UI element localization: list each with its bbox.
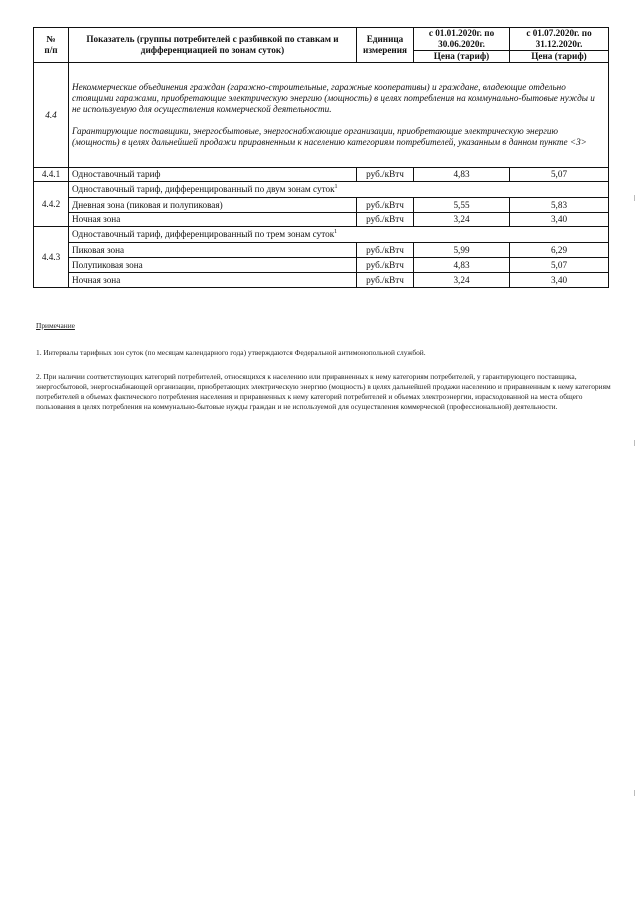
header-unit: Единица измерения — [357, 28, 414, 63]
row-unit: руб./кВтч — [357, 168, 414, 182]
row-num: 4.4.1 — [34, 168, 69, 182]
footnote-mark: 1 — [334, 183, 338, 190]
row-value-1: 5,99 — [414, 243, 510, 258]
row-title-text: Одноставочный тариф, дифференцированный по двум зонам суток — [72, 184, 335, 194]
row-unit: руб./кВтч — [357, 213, 414, 227]
group-description-2: Гарантирующие поставщики, энергосбытовые, энергоснабжающие организации, приобретающие электрическую энергию (мощность) в целях дальнейшей продажи приравненным к населению категориям потребителей, указанным в данном пункте <3> — [72, 126, 587, 147]
notes-section — [36, 321, 611, 426]
row-label: Ночная зона — [69, 273, 357, 288]
row-label: Одноставочный тариф — [69, 168, 357, 182]
group-description-1: Некоммерческие объединения граждан (гаражно-строительные, гаражные кооперативы) и граждане, владеющие отдельно стоящими гаражами, приобретающие электрическую энергию (мощность) в целях потребления на коммунально-бытовые нужды и не используемую для осуществления коммерческой деятельности. — [72, 82, 595, 114]
row-unit: руб./кВтч — [357, 258, 414, 273]
row-unit: руб./кВтч — [357, 273, 414, 288]
row-unit: руб./кВтч — [357, 243, 414, 258]
group-num: 4.4 — [34, 63, 69, 168]
note-1: 1. Интервалы тарифных зон суток (по месяцам календарного года) утверждаются Федеральной антимонопольной службой. — [36, 348, 426, 357]
footnote-mark: 1 — [334, 228, 338, 235]
table-row-442-day — [34, 198, 609, 213]
row-value-2: 3,40 — [510, 213, 609, 227]
row-unit: руб./кВтч — [357, 198, 414, 213]
note-2: 2. При наличии соответствующих категорий потребителей, относящихся к населению или приравненных к нему категориям потребителей, у гарантирующего поставщика, энергосбытовой, энергоснабжающей организации, приобретающих электрическую энергию (мощность) в целях дальнейшей продажи населению и приравненным к нему категориям потребителей в объемах фактического потребления населения и приравненных к нему категорий потребителей и объемах электроэнергии, израсходованной на места общего пользования в целях потребления на коммунально-бытовые нужды граждан и не используемой для осуществления коммерческой (профессиональной) деятельности. — [36, 372, 611, 411]
header-num: № п/п — [34, 28, 69, 63]
row-value-1: 3,24 — [414, 213, 510, 227]
row-title — [69, 227, 609, 243]
table-row-443-peak — [34, 243, 609, 258]
row-value-2: 5,07 — [510, 258, 609, 273]
table-row-443-title — [34, 227, 609, 243]
row-value-2: 5,07 — [510, 168, 609, 182]
row-value-1: 3,24 — [414, 273, 510, 288]
table-row-443-night — [34, 273, 609, 288]
notes-title: Примечание — [36, 321, 75, 330]
table-row-443-half — [34, 258, 609, 273]
header-row — [34, 28, 609, 51]
header-indicator: Показатель (группы потребителей с разбивкой по ставкам и дифференциацией по зонам суток) — [69, 28, 357, 63]
row-value-2: 3,40 — [510, 273, 609, 288]
tariff-table — [33, 27, 609, 288]
row-value-2: 6,29 — [510, 243, 609, 258]
row-label: Ночная зона — [69, 213, 357, 227]
row-title-text: Одноставочный тариф, дифференцированный по трем зонам суток — [72, 229, 335, 239]
row-num: 4.4.2 — [34, 182, 69, 227]
row-value-1: 5,55 — [414, 198, 510, 213]
table-row-441 — [34, 168, 609, 182]
margin-mark — [634, 790, 635, 796]
header-price-2: Цена (тариф) — [510, 51, 609, 63]
margin-mark — [634, 195, 635, 201]
table-row-442-title — [34, 182, 609, 198]
row-label: Полупиковая зона — [69, 258, 357, 273]
header-period-1: с 01.01.2020г. по 30.06.2020г. — [414, 28, 510, 51]
header-price-1: Цена (тариф) — [414, 51, 510, 63]
row-value-2: 5,83 — [510, 198, 609, 213]
margin-mark — [634, 440, 635, 446]
group-row — [34, 63, 609, 168]
row-label: Пиковая зона — [69, 243, 357, 258]
row-value-1: 4,83 — [414, 168, 510, 182]
header-period-2: с 01.07.2020г. по 31.12.2020г. — [510, 28, 609, 51]
row-value-1: 4,83 — [414, 258, 510, 273]
row-title — [69, 182, 609, 198]
row-label: Дневная зона (пиковая и полупиковая) — [69, 198, 357, 213]
table-row-442-night — [34, 213, 609, 227]
row-num: 4.4.3 — [34, 227, 69, 288]
group-description — [69, 63, 609, 168]
